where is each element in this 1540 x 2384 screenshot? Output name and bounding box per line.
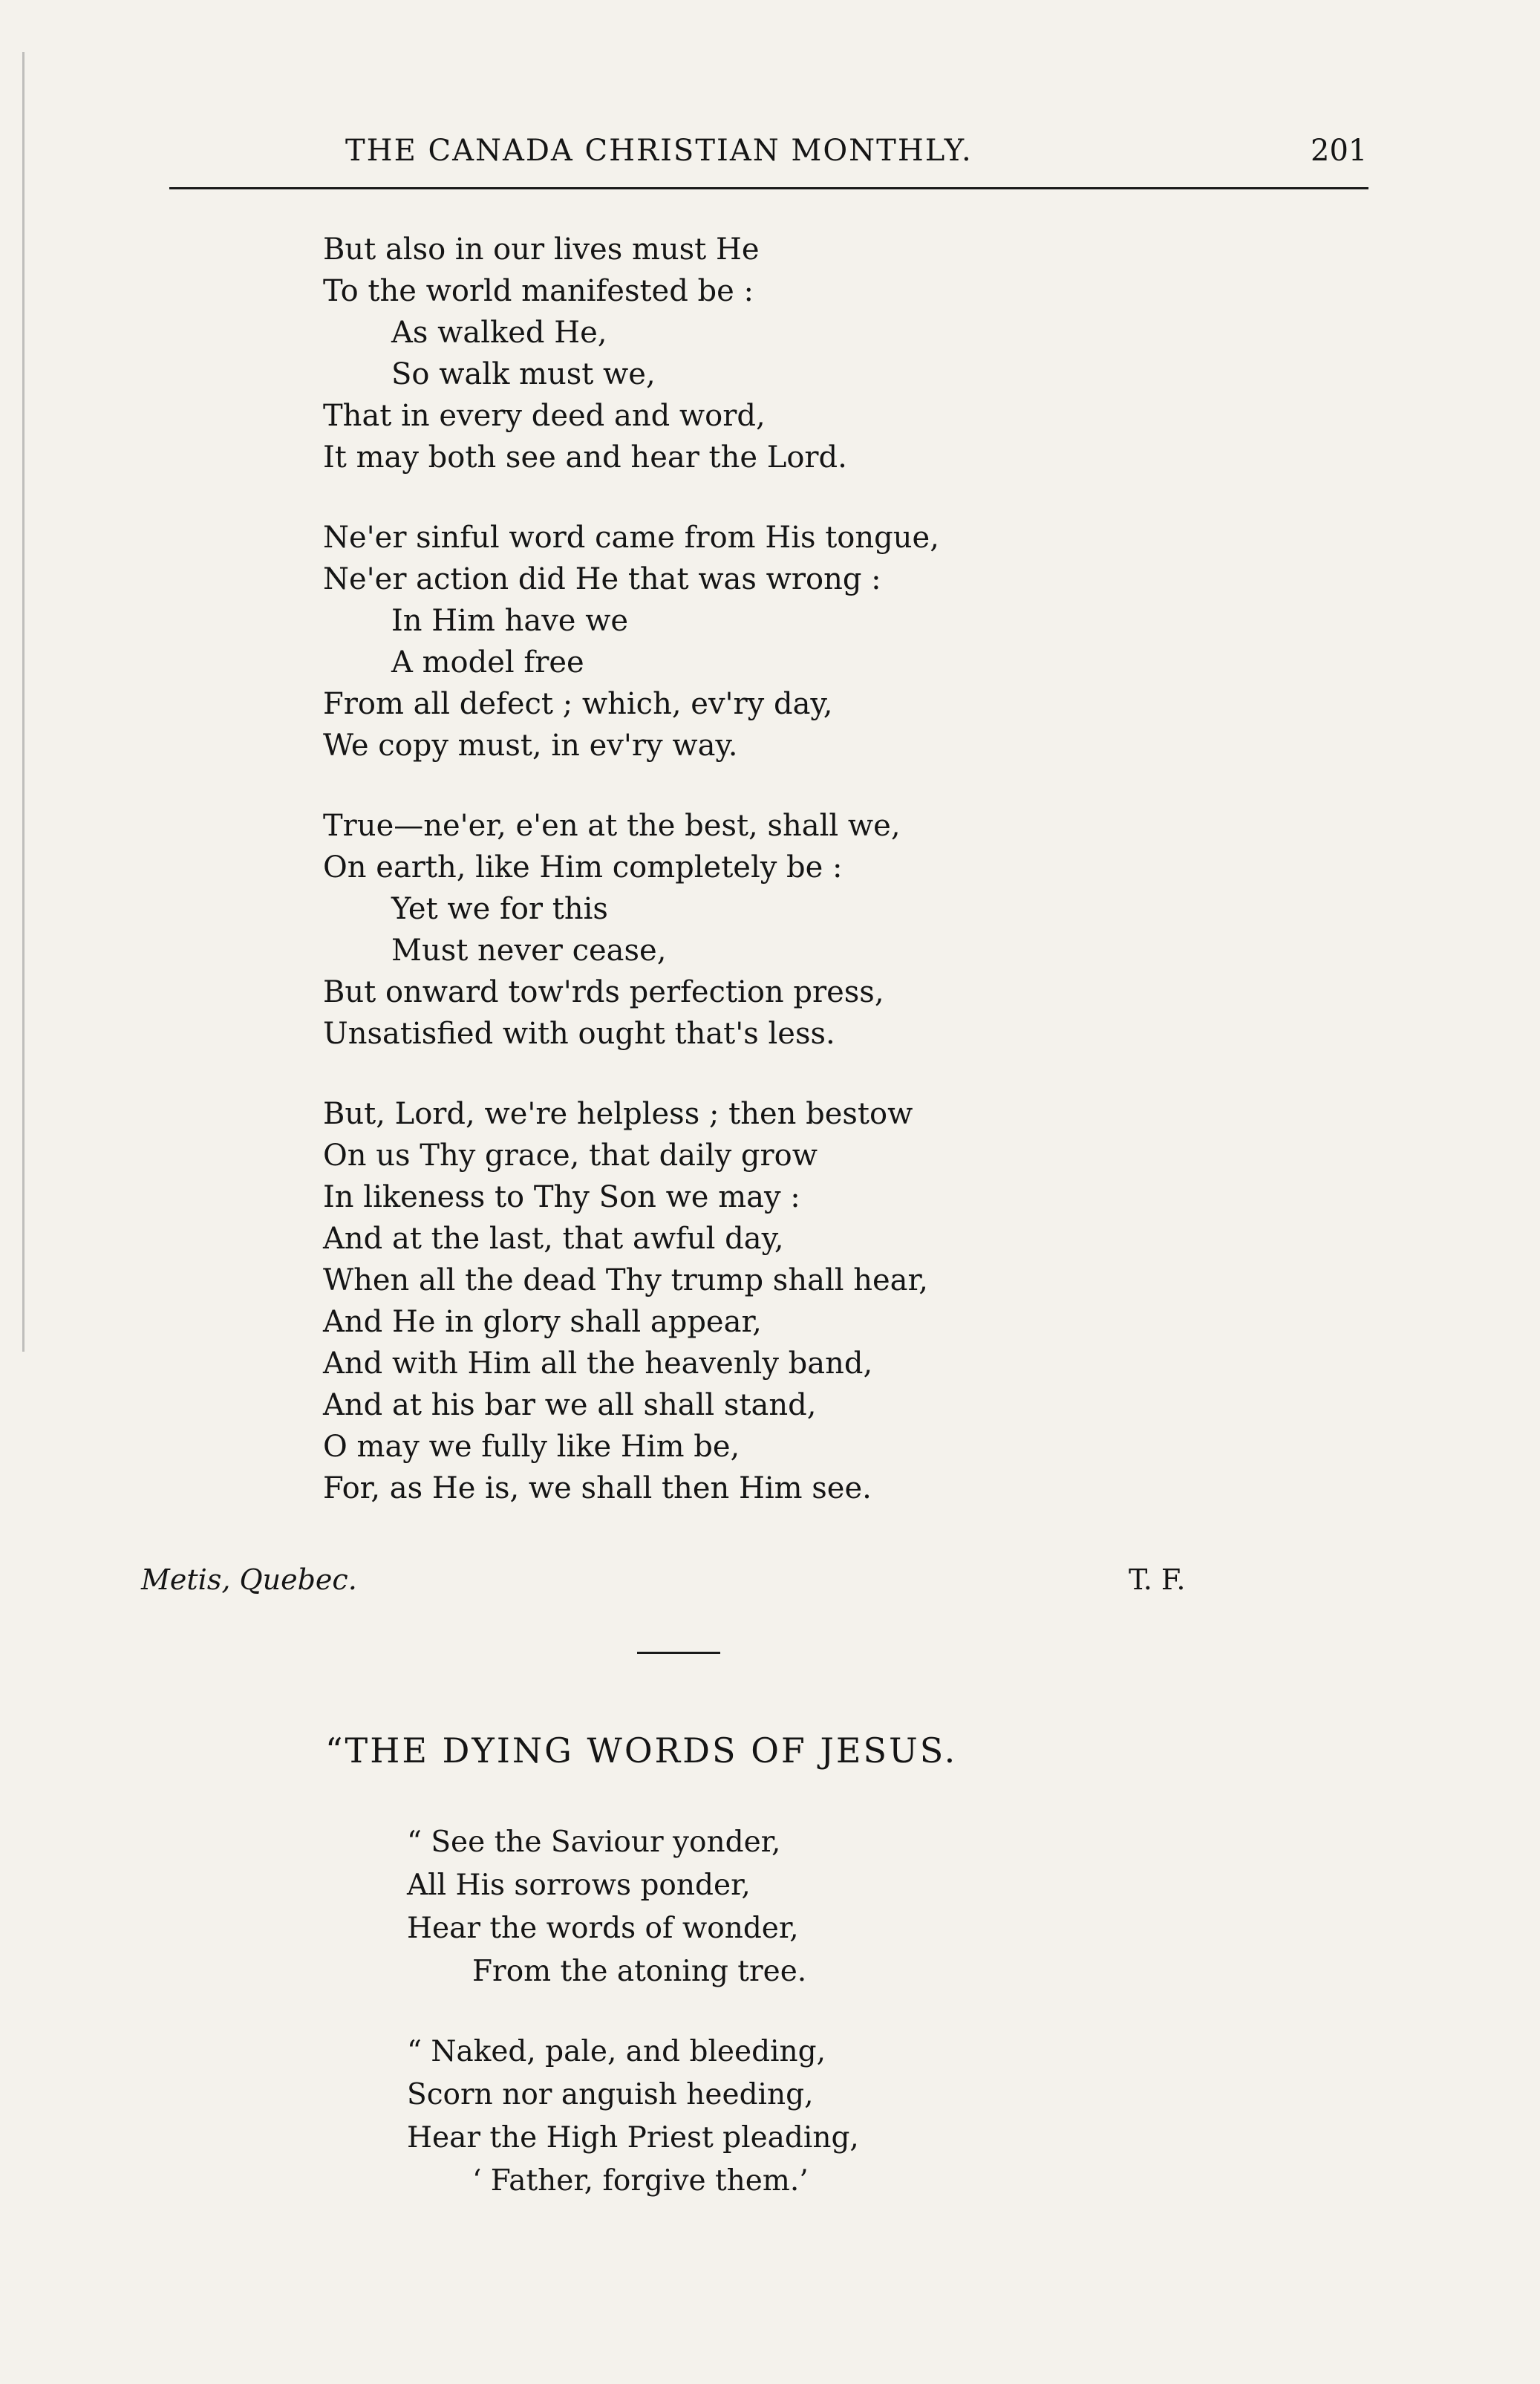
verse-line: But, Lord, we're helpless ; then bestow [323, 1097, 913, 1131]
verse-line: True—ne'er, e'en at the best, shall we, [323, 809, 901, 843]
section-divider [637, 1652, 720, 1654]
poem-first [323, 229, 1363, 1548]
verse-line: In Him have we [391, 604, 629, 638]
stanza-2 [323, 517, 1363, 766]
verse-line: In likeness to Thy Son we may : [323, 1180, 800, 1214]
stanza-3 [323, 805, 1363, 1055]
verse-line: Hear the High Priest pleading, [407, 2121, 859, 2155]
section-title: “THE DYING WORDS OF JESUS. [325, 1730, 958, 1771]
stanza-2 [407, 2030, 1149, 2203]
verse-line: And with Him all the heavenly band, [323, 1346, 873, 1381]
signature-place: Metis, Quebec. [141, 1563, 357, 1596]
verse-line: On us Thy grace, that daily grow [323, 1139, 818, 1173]
stanza-4 [323, 1093, 1363, 1509]
verse-line: And He in glory shall appear, [323, 1305, 762, 1339]
header-rule [169, 187, 1368, 189]
poem-signature [141, 1563, 1218, 1608]
verse-line: From all defect ; which, ev'ry day, [323, 687, 833, 721]
verse-line: But also in our lives must He [323, 232, 760, 267]
verse-line: “ See the Saviour yonder, [407, 1826, 781, 1859]
verse-line: ‘ Father, forgive them.’ [472, 2164, 809, 2198]
stanza-1 [407, 1821, 1149, 1993]
verse-line: “ Naked, pale, and bleeding, [407, 2035, 826, 2068]
verse-line: But onward tow'rds perfection press, [323, 975, 884, 1009]
verse-line: We copy must, in ev'ry way. [323, 729, 738, 763]
stanza-1 [323, 229, 1363, 478]
verse-line: And at his bar we all shall stand, [323, 1388, 817, 1422]
verse-line: It may both see and hear the Lord. [323, 440, 847, 475]
verse-line: Ne'er action did He that was wrong : [323, 562, 881, 596]
scan-edge-shadow [22, 52, 25, 1352]
verse-line: Must never cease, [391, 934, 667, 968]
verse-line: O may we fully like Him be, [323, 1430, 740, 1464]
verse-line: So walk must we, [391, 357, 656, 391]
verse-line: From the atoning tree. [472, 1955, 807, 1988]
verse-line: All His sorrows ponder, [407, 1869, 751, 1902]
verse-line: Ne'er sinful word came from His tongue, [323, 521, 939, 555]
verse-line: Hear the words of wonder, [407, 1912, 799, 1945]
page-number: 201 [1311, 134, 1368, 168]
verse-line: On earth, like Him completely be : [323, 850, 843, 885]
verse-line: To the world manifested be : [323, 274, 754, 308]
verse-line: And at the last, that awful day, [323, 1222, 784, 1256]
verse-line: When all the dead Thy trump shall hear, [323, 1263, 928, 1297]
verse-line: For, as He is, we shall then Him see. [323, 1471, 872, 1505]
running-head: THE CANADA CHRISTIAN MONTHLY. [345, 134, 973, 168]
verse-line: Unsatisfied with ought that's less. [323, 1017, 835, 1051]
verse-line: Yet we for this [391, 892, 608, 926]
poem-second [407, 1821, 1149, 2240]
page-header [171, 134, 1368, 178]
verse-line: A model free [391, 645, 584, 680]
signature-author: T. F. [1129, 1563, 1186, 1596]
verse-line: Scorn nor anguish heeding, [407, 2078, 814, 2111]
verse-line: That in every deed and word, [323, 399, 766, 433]
verse-line: As walked He, [391, 316, 607, 350]
